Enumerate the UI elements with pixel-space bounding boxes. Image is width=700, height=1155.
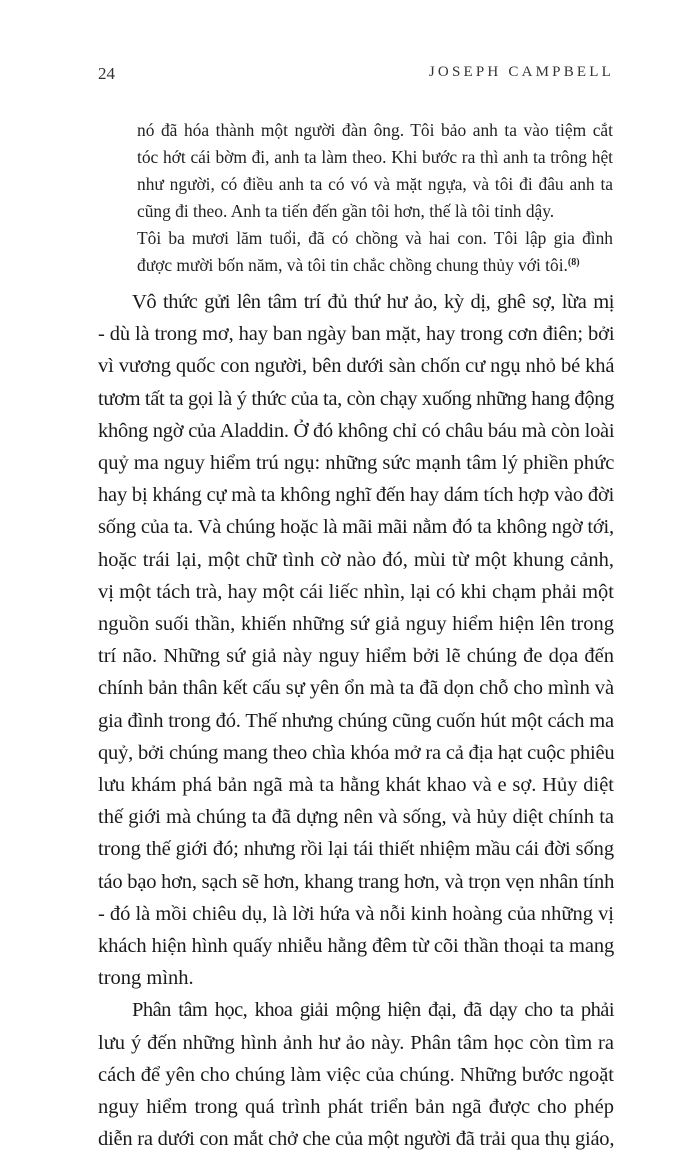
text-line: tươm tất ta gọi là ý thức của ta, còn chạy xuống những hang động [98,387,614,410]
page-header [98,64,614,88]
running-head-author: JOSEPH CAMPBELL [428,64,614,80]
body-paragraph [98,994,614,1155]
text-line: trong thế giới đó; nhưng rồi lại tái thiết nhiệm mầu cái đời sống [98,838,614,861]
text-line: - đó là mồi chiêu dụ, là lời hứa và nỗi kinh hoàng của những vị [98,902,614,925]
text-line: hoặc trái lại, một chữ tình cờ nào đó, mùi từ một khung cảnh, [98,548,614,571]
text-line: hay bị kháng cự mà ta không nghĩ đến hay dám tích hợp vào đời [98,484,615,507]
dream-quote-block [137,117,613,279]
page-number: 24 [98,64,115,83]
text-line: vì vương quốc con người, bên dưới sàn chốn cư ngụ nhỏ bé khá [98,355,615,378]
text-line: Tôi ba mươi lăm tuổi, đã có chồng và hai con. Tôi lập gia đình [137,228,613,248]
quote-paragraph [137,225,613,279]
body-text [98,286,614,1155]
text-line: tóc hớt cái bờm đi, anh ta làm theo. Khi bước ra thì anh ta trông hệt [137,147,613,167]
text-line: trong mình. [98,967,194,990]
text-line: cách để yên cho chúng làm việc của chúng. Những bước ngoặt [98,1063,614,1086]
text-line: lưu khám phá bản ngã mà ta hằng khát khao và e sợ. Hủy diệt [98,774,614,797]
footnote-reference: (8) [567,257,580,268]
text-line: diễn ra dưới con mắt chở che của một người đã trải qua thụ giáo, [98,1128,615,1151]
text-line: nguy hiểm trong quá trình phát triển bản ngã được cho phép [98,1096,614,1119]
body-paragraph [98,286,614,994]
text-line: khách hiện hình quấy nhiễu hằng đêm từ cõi thần thoại ta mang [98,935,615,958]
text-line: quỷ ma nguy hiểm trú ngụ: những sức mạnh tâm lý phiền phức [98,452,615,475]
text-line: không ngờ của Aladdin. Ở đó không chỉ có châu báu mà còn loài [98,419,615,442]
text-line: thế giới mà chúng ta đã dựng nên và sống, và hủy diệt chính ta [98,806,614,829]
text-line: Vô thức gửi lên tâm trí đủ thứ hư ảo, kỳ dị, ghê sợ, lừa mị [132,291,614,313]
text-line-content: được mười bốn năm, và tôi tin chắc chồng chung thủy với tôi. [137,255,568,275]
text-line: như người, có điều anh ta có vó và mặt ngựa, và tôi đi đâu anh ta [137,174,613,194]
text-line: chính bản thân kết cấu sự yên ổn mà ta đã dọn chỗ cho mình và [98,677,614,700]
text-line: cũng đi theo. Anh ta tiến đến gần tôi hơn, thế là tôi tỉnh dậy. [137,201,555,221]
text-line: gia đình trong đó. Thế nhưng chúng cũng cuốn hút một cách ma [98,709,614,732]
text-line: - dù là trong mơ, hay ban ngày ban mặt, hay trong cơn điên; bởi [98,323,615,346]
text-line: lưu ý đến những hình ảnh hư ảo này. Phân tâm học còn tìm ra [98,1031,614,1054]
text-line: táo bạo hơn, sạch sẽ hơn, khang trang hơn, và trọn vẹn nhân tính [98,870,615,893]
text-line: Phân tâm học, khoa giải mộng hiện đại, đã dạy cho ta phải [132,999,614,1022]
text-line: trí não. Những sứ giả này nguy hiểm bởi lẽ chúng đe dọa đến [98,645,614,668]
text-line: nó đã hóa thành một người đàn ông. Tôi bảo anh ta vào tiệm cắt [137,120,613,140]
text-line: sống của ta. Và chúng hoặc là mãi mãi nằm đó ta không ngờ tới, [98,516,614,539]
text-line [137,252,613,279]
text-line: quỷ, bởi chúng mang theo chìa khóa mở ra cả địa hạt cuộc phiêu [98,741,615,764]
text-line: vị một tách trà, hay một cái liếc nhìn, lại có khi chạm phải một [98,580,614,603]
quote-paragraph [137,117,613,225]
text-line: nguồn suối thần, khiến những sứ giả nguy hiểm hiện lên trong [98,613,614,636]
